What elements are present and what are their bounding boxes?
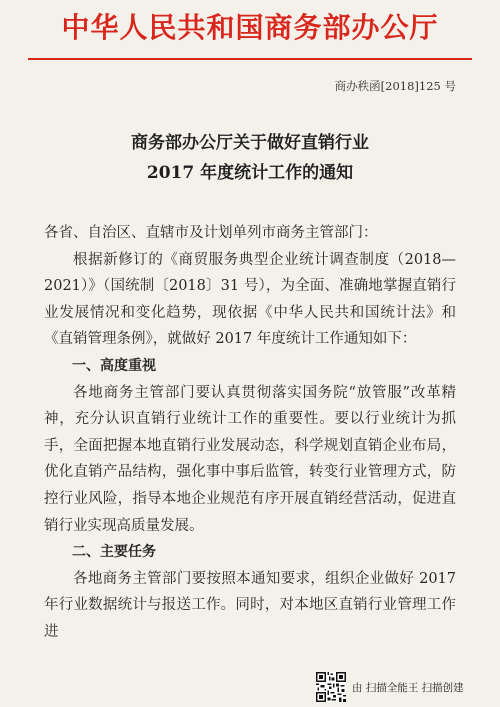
issuing-office-header: 中华人民共和国商务部办公厅 bbox=[61, 11, 439, 44]
section-2-paragraph: 各地商务主管部门要按照本通知要求，组织企业做好 2017 年行业数据统计与报送工作。同时，对本地区直销行业管理工作进 bbox=[44, 570, 456, 640]
qr-code-icon bbox=[316, 672, 346, 702]
document-number: 商办秩函[2018]125 号 bbox=[334, 79, 456, 93]
document-body bbox=[44, 220, 456, 646]
document-title bbox=[0, 128, 500, 188]
scanner-watermark bbox=[316, 672, 464, 702]
intro-paragraph: 根据新修订的《商贸服务典型企业统计调查制度（2018—2021）》（国统制〔2018〕31 号），为全面、准确地掌握直销行业发展情况和变化趋势，现依据《中华人民共和国统计法》和《直销管理条例》，就做好 2017 年度统计工作通知如下： bbox=[44, 251, 456, 348]
section-1-paragraph: 各地商务主管部门要认真贯彻落实国务院“放管服”改革精神，充分认识直销行业统计工作的重要性。要以行业统计为抓手，全面把握本地直销行业发展动态，科学规划直销企业布局，优化直销产品结构，强化事中事后监管，转变行业管理方式，防控行业风险，指导本地企业规范有序开展直销经营活动，促进直销行业实现高质量发展。 bbox=[44, 384, 456, 534]
document-title-line-1: 商务部办公厅关于做好直销行业 bbox=[131, 133, 369, 153]
red-header-rule bbox=[28, 58, 472, 60]
document-title-line-2: 2017 年度统计工作的通知 bbox=[146, 163, 354, 183]
section-heading-2: 二、主要任务 bbox=[72, 544, 156, 561]
section-heading-1: 一、高度重视 bbox=[72, 357, 156, 374]
salutation: 各省、自治区、直辖市及计划单列市商务主管部门： bbox=[44, 225, 378, 241]
scanner-label: 由 扫描全能王 扫描创建 bbox=[352, 681, 464, 694]
